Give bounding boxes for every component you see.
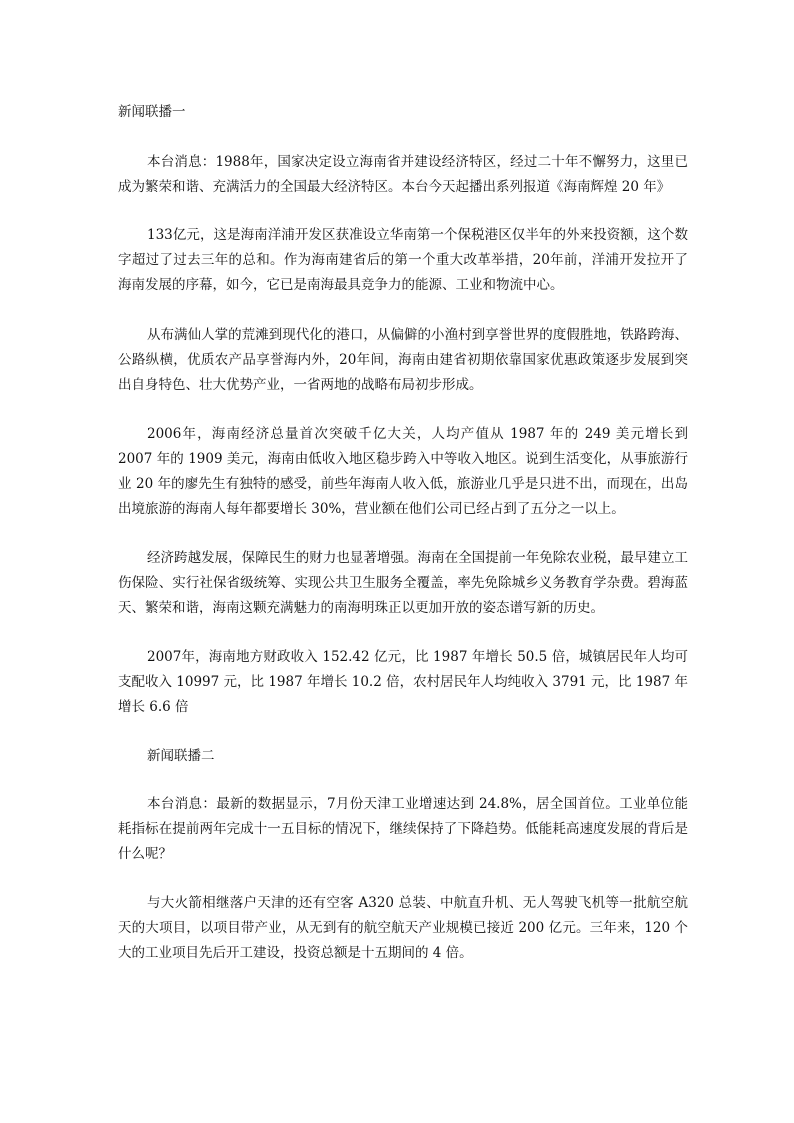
paragraph-8: 与大火箭相继落户天津的还有空客 A320 总装、中航直升机、无人驾驶飞机等一批航空航天的大项目，以项目带产业，从无到有的航空航天产业规模已接近 200 亿元。三年来，120 个大的工业项目先后开工建设，投资总额是十五期间的 4 倍。: [118, 895, 688, 961]
paragraph-7: 本台消息：最新的数据显示，7月份天津工业增速达到 24.8%，居全国首位。工业单位能耗指标在提前两年完成十一五目标的情况下，继续保持了下降趋势。低能耗高速度发展的背后是什么呢？: [118, 796, 688, 862]
section-heading-1: 新闻联播一: [118, 104, 186, 120]
paragraph-2: 133亿元，这是海南洋浦开发区获准设立华南第一个保税港区仅半年的外来投资额，这个数字超过了过去三年的总和。作为海南建省后的第一个重大改革举措，20年前，洋浦开发拉开了海南发展的序幕，如今，它已是南海最具竞争力的能源、工业和物流中心。: [118, 227, 688, 293]
paragraph-3: 从布满仙人掌的荒滩到现代化的港口，从偏僻的小渔村到享誉世界的度假胜地，铁路跨海、公路纵横，优质农产品享誉海内外，20年间，海南由建省初期依靠国家优惠政策逐步发展到突出自身特色、壮大优势产业，一省两地的战略布局初步形成。: [118, 327, 688, 393]
paragraph-6: 2007年，海南地方财政收入 152.42 亿元，比 1987 年增长 50.5 倍，城镇居民年人均可支配收入 10997 元，比 1987 年增长 10.2 倍，农村居民年人均纯收入 3791 元，比 1987 年增长 6.6 倍: [118, 649, 688, 715]
paragraph-1: 本台消息：1988年，国家决定设立海南省并建设经济特区，经过二十年不懈努力，这里已成为繁荣和谐、充满活力的全国最大经济特区。本台今天起播出系列报道《海南辉煌 20 年》: [118, 154, 688, 195]
section-heading-2: 新闻联播二: [147, 748, 215, 764]
document-page: [118, 100, 688, 966]
paragraph-5: 经济跨越发展，保障民生的财力也显著增强。海南在全国提前一年免除农业税，最早建立工伤保险、实行社保省级统筹、实现公共卫生服务全覆盖，率先免除城乡义务教育学杂费。碧海蓝天、繁荣和谐，海南这颗充满魅力的南海明珠正以更加开放的姿态谱写新的历史。: [118, 550, 688, 616]
paragraph-4: 2006年，海南经济总量首次突破千亿大关，人均产值从 1987 年的 249 美元增长到 2007 年的 1909 美元，海南由低收入地区稳步跨入中等收入地区。说到生活变化，从事旅游行业 20 年的廖先生有独特的感受，前些年海南人收入低，旅游业几乎是只进不出，而现在，出岛出境旅游的海南人每年都要增长 30%，营业额在他们公司已经占到了五分之一以上。: [118, 426, 688, 517]
